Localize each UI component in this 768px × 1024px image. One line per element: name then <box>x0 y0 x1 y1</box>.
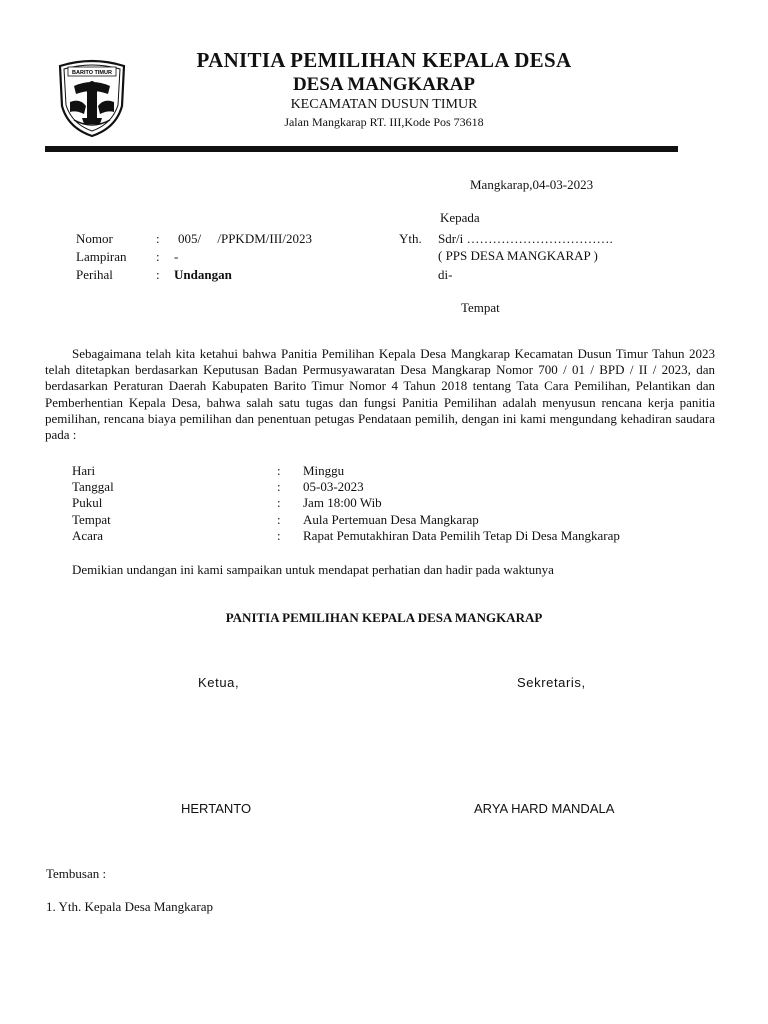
detail-label-tanggal: Tanggal <box>72 479 114 494</box>
detail-sep: : <box>277 479 281 494</box>
detail-sep: : <box>277 463 281 478</box>
signature-name-ketua: HERTANTO <box>181 801 252 816</box>
meta-label-perihal: Perihal <box>76 267 113 282</box>
meta-value-lampiran: - <box>174 249 179 264</box>
meta-label-lampiran: Lampiran <box>76 249 127 264</box>
cc-label: Tembusan : <box>46 866 107 881</box>
recipient-tempat: Tempat <box>461 300 500 315</box>
closing-sentence: Demikian undangan ini kami sampaikan untuk mendapat perhatian dan hadir pada waktunya <box>72 562 554 577</box>
recipient-yth: Yth. <box>399 231 422 246</box>
body-paragraph: Sebagaimana telah kita ketahui bahwa Panitia Pemilihan Kepala Desa Mangkarap Kecamatan Dusun Timur Tahun 2023 telah ditetapkan berdasarkan Keputusan Badan Permusyawaratan Desa Mangkarap Nomor 700 / 01 / BPD / II / 2023, dan berdasarkan Peraturan Daerah Kabupaten Barito Timur Nomor 4 Tahun 2018 tentang Tata Cara Pemilihan, Pelantikan dan Pemberhentian Kepala Desa, bahwa salah satu tugas dan fungsi Panitia Pemilihan adalah menyusun rencana kerja panitia pemilihan, rencana biaya pemilihan dan penentuan petugas Pendataan pemilih, dengan ini kami mengundang kehadiran saudara pada : <box>45 346 715 443</box>
logo-text: BARITO TIMUR <box>72 70 112 76</box>
detail-sep: : <box>277 528 281 543</box>
meta-sep: : <box>156 267 160 282</box>
detail-sep: : <box>277 495 281 510</box>
detail-value-tempat: Aula Pertemuan Desa Mangkarap <box>303 512 479 527</box>
letterhead-district: KECAMATAN DUSUN TIMUR <box>290 97 478 112</box>
detail-sep: : <box>277 512 281 527</box>
detail-label-tempat: Tempat <box>72 512 111 527</box>
meta-value-perihal: Undangan <box>174 267 232 282</box>
meta-sep: : <box>156 231 160 246</box>
header-divider <box>45 146 678 152</box>
recipient-sdr: Sdr/i ……………………………. <box>438 231 613 246</box>
meta-label-nomor: Nomor <box>76 231 113 246</box>
detail-value-tanggal: 05-03-2023 <box>303 479 364 494</box>
letterhead-address: Jalan Mangkarap RT. III,Kode Pos 73618 <box>284 115 484 129</box>
meta-value-nomor: 005/ /PPKDM/III/2023 <box>178 231 312 246</box>
detail-label-hari: Hari <box>72 463 96 478</box>
recipient-org: ( PPS DESA MANGKARAP ) <box>438 248 598 263</box>
detail-value-hari: Minggu <box>303 463 345 478</box>
recipient-di: di- <box>438 267 453 282</box>
cc-item: 1. Yth. Kepala Desa Mangkarap <box>46 899 214 914</box>
meta-sep: : <box>156 249 160 264</box>
detail-value-acara: Rapat Pemutakhiran Data Pemilih Tetap Di Desa Mangkarap <box>303 528 620 543</box>
committee-name: PANITIA PEMILIHAN KEPALA DESA MANGKARAP <box>225 610 543 625</box>
signature-role-sekretaris: Sekretaris, <box>517 675 586 690</box>
letterhead-title: PANITIA PEMILIHAN KEPALA DESA <box>196 48 572 72</box>
letterhead-village: DESA MANGKARAP <box>292 74 476 95</box>
detail-label-pukul: Pukul <box>72 495 103 510</box>
detail-value-pukul: Jam 18:00 Wib <box>303 495 382 510</box>
letter-date: Mangkarap,04-03-2023 <box>470 177 594 192</box>
signature-role-ketua: Ketua, <box>198 675 240 690</box>
signature-name-sekretaris: ARYA HARD MANDALA <box>474 801 615 816</box>
detail-label-acara: Acara <box>72 528 104 543</box>
recipient-kepada: Kepada <box>440 210 480 225</box>
